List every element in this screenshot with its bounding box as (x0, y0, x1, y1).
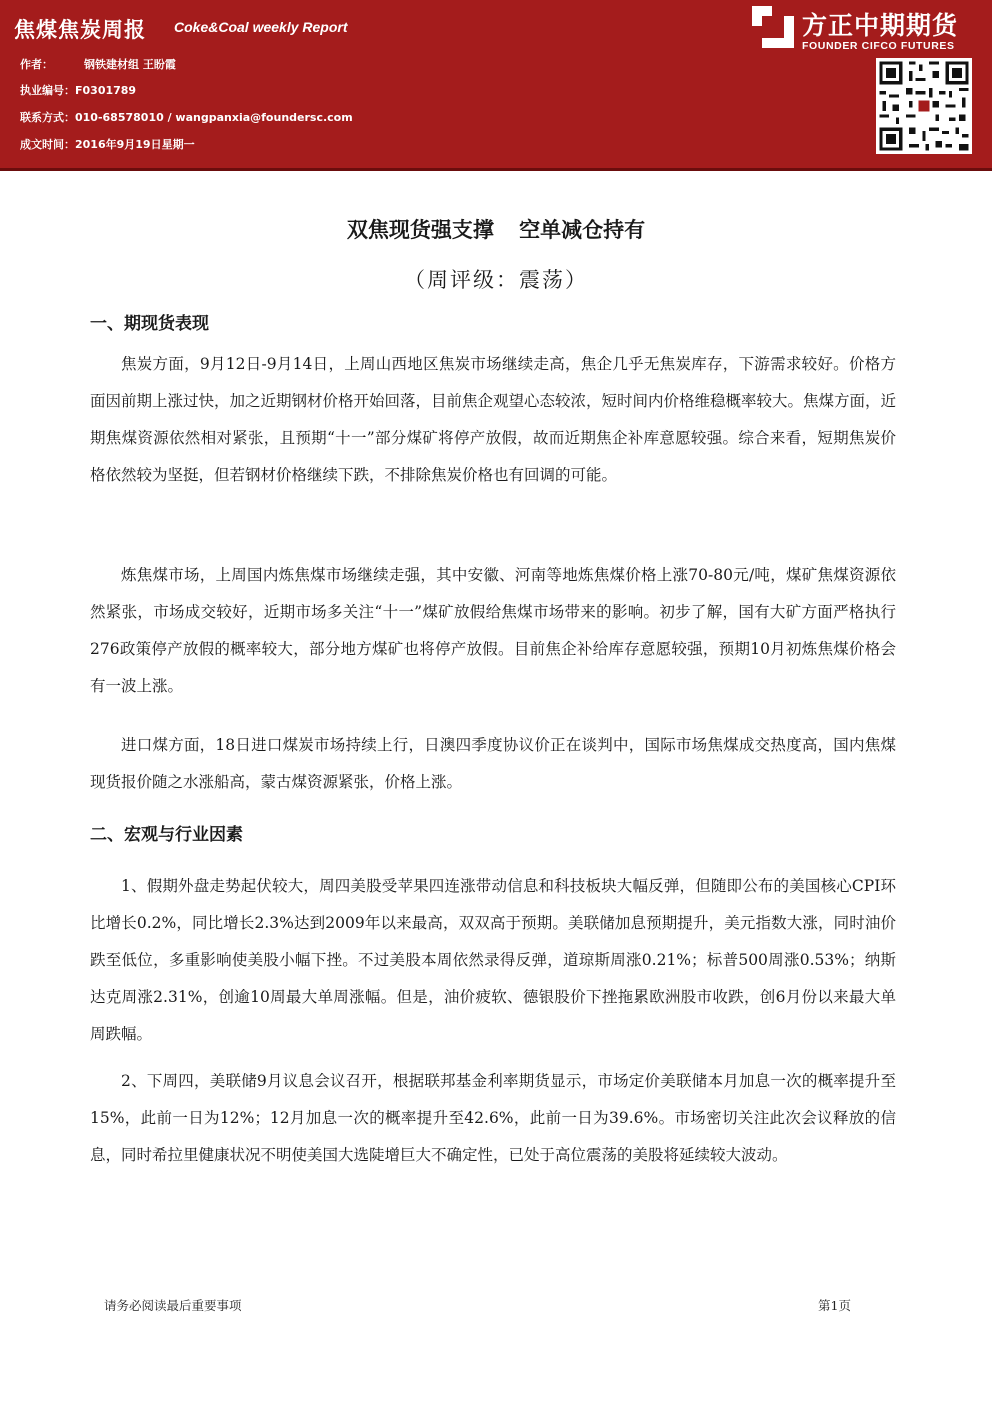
contact-label: 联系方式： (20, 111, 75, 124)
paragraph-coke: 焦炭方面，9月12日-9月14日，上周山西地区焦炭市场继续走高，焦企几乎无焦炭库存，下游需求较好。价格方面因前期上涨过快，加之近期钢材价格开始回落，目前焦企观望心态较浓，短时间内价格维稳概率较大。焦煤方面，近期焦煤资源依然相对紧张，且预期“十一”部分煤矿将停产放假，故而近期焦企补库意愿较强。综合来看，短期焦炭价格依然较为坚挺，但若钢材价格继续下跌，不排除焦炭价格也有回调的可能。 (90, 355, 897, 484)
logo-chinese-text: 方正中期期货 (802, 11, 959, 40)
date-row (20, 136, 195, 152)
section-heading-market: 一、期现货表现 (90, 314, 209, 334)
founder-logo-icon (752, 6, 794, 48)
report-header (0, 0, 992, 168)
author-label: 作者： (20, 58, 53, 71)
paragraph-coking-coal: 炼焦煤市场，上周国内炼焦煤市场继续走强，其中安徽、河南等地炼焦煤价格上涨70-80元/吨，煤矿焦煤资源依然紧张，市场成交较好，近期市场多关注“十一”煤矿放假给焦煤市场带来的影响。初步了解，国有大矿方面严格执行276政策停产放假的概率较大，部分地方煤矿也将停产放假。目前焦企补给库存意愿较强，预期10月初炼焦煤价格会有一波上涨。 (90, 566, 896, 695)
license-value: F0301789 (75, 84, 137, 97)
document-title: 双焦现货强支撑 空单减仓持有 (346, 218, 646, 242)
paragraph-macro-2: 2、下周四，美联储9月议息会议召开，根据联邦基金利率期货显示，市场定价美联储本月加息一次的概率提升至15%，此前一日为12%；12月加息一次的概率提升至42.6%，此前一日为39.6%。市场密切关注此次会议释放的信息，同时希拉里健康状况不明使美国大选陡增巨大不确定性，已处于高位震荡的美股将延续较大波动。 (90, 1072, 896, 1164)
license-label: 执业编号： (20, 84, 75, 97)
section-heading-macro: 二、宏观与行业因素 (90, 825, 243, 845)
license-row (20, 82, 136, 98)
paragraph-macro-1: 1、假期外盘走势起伏较大，周四美股受苹果四连涨带动信息和科技板块大幅反弹，但随即公布的美国核心CPI环比增长0.2%，同比增长2.3%达到2009年以来最高，双双高于预期。美联储加息预期提升，美元指数大涨，同时油价跌至低位，多重影响使美股小幅下挫。不过美股本周依然录得反弹，道琼斯周涨0.21%；标普500周涨0.53%；纳斯达克周涨2.31%，创逾10周最大单周涨幅。但是，油价疲软、德银股价下挫拖累欧洲股市收跌，创6月份以来最大单周跌幅。 (90, 877, 896, 1043)
qr-code-icon (876, 58, 972, 154)
footer-disclaimer-note: 请务必阅读最后重要事项 (104, 1298, 242, 1313)
author-row (20, 56, 176, 72)
report-title: 焦煤焦炭周报 (14, 18, 146, 42)
report-title-en: Coke&Coal weekly Report (174, 19, 348, 35)
company-logo (752, 4, 980, 56)
logo-english-text: FOUNDER CIFCO FUTURES (802, 40, 955, 52)
contact-row (20, 109, 353, 125)
paragraph-import-coal: 进口煤方面，18日进口煤炭市场持续上行，日澳四季度协议价正在谈判中，国际市场焦煤成交热度高，国内焦煤现货报价随之水涨船高，蒙古煤资源紧张，价格上涨。 (90, 736, 896, 791)
header-divider (0, 168, 992, 171)
date-value: 2016年9月19日星期一 (75, 138, 195, 151)
contact-value: 010-68578010 / wangpanxia@foundersc.com (75, 111, 353, 124)
author-value: 钢铁建材组 王盼霞 (84, 58, 176, 71)
document-rating: （周评级：震荡） (404, 268, 588, 292)
page-number: 第1页 (818, 1298, 851, 1313)
date-label: 成文时间： (20, 138, 75, 151)
